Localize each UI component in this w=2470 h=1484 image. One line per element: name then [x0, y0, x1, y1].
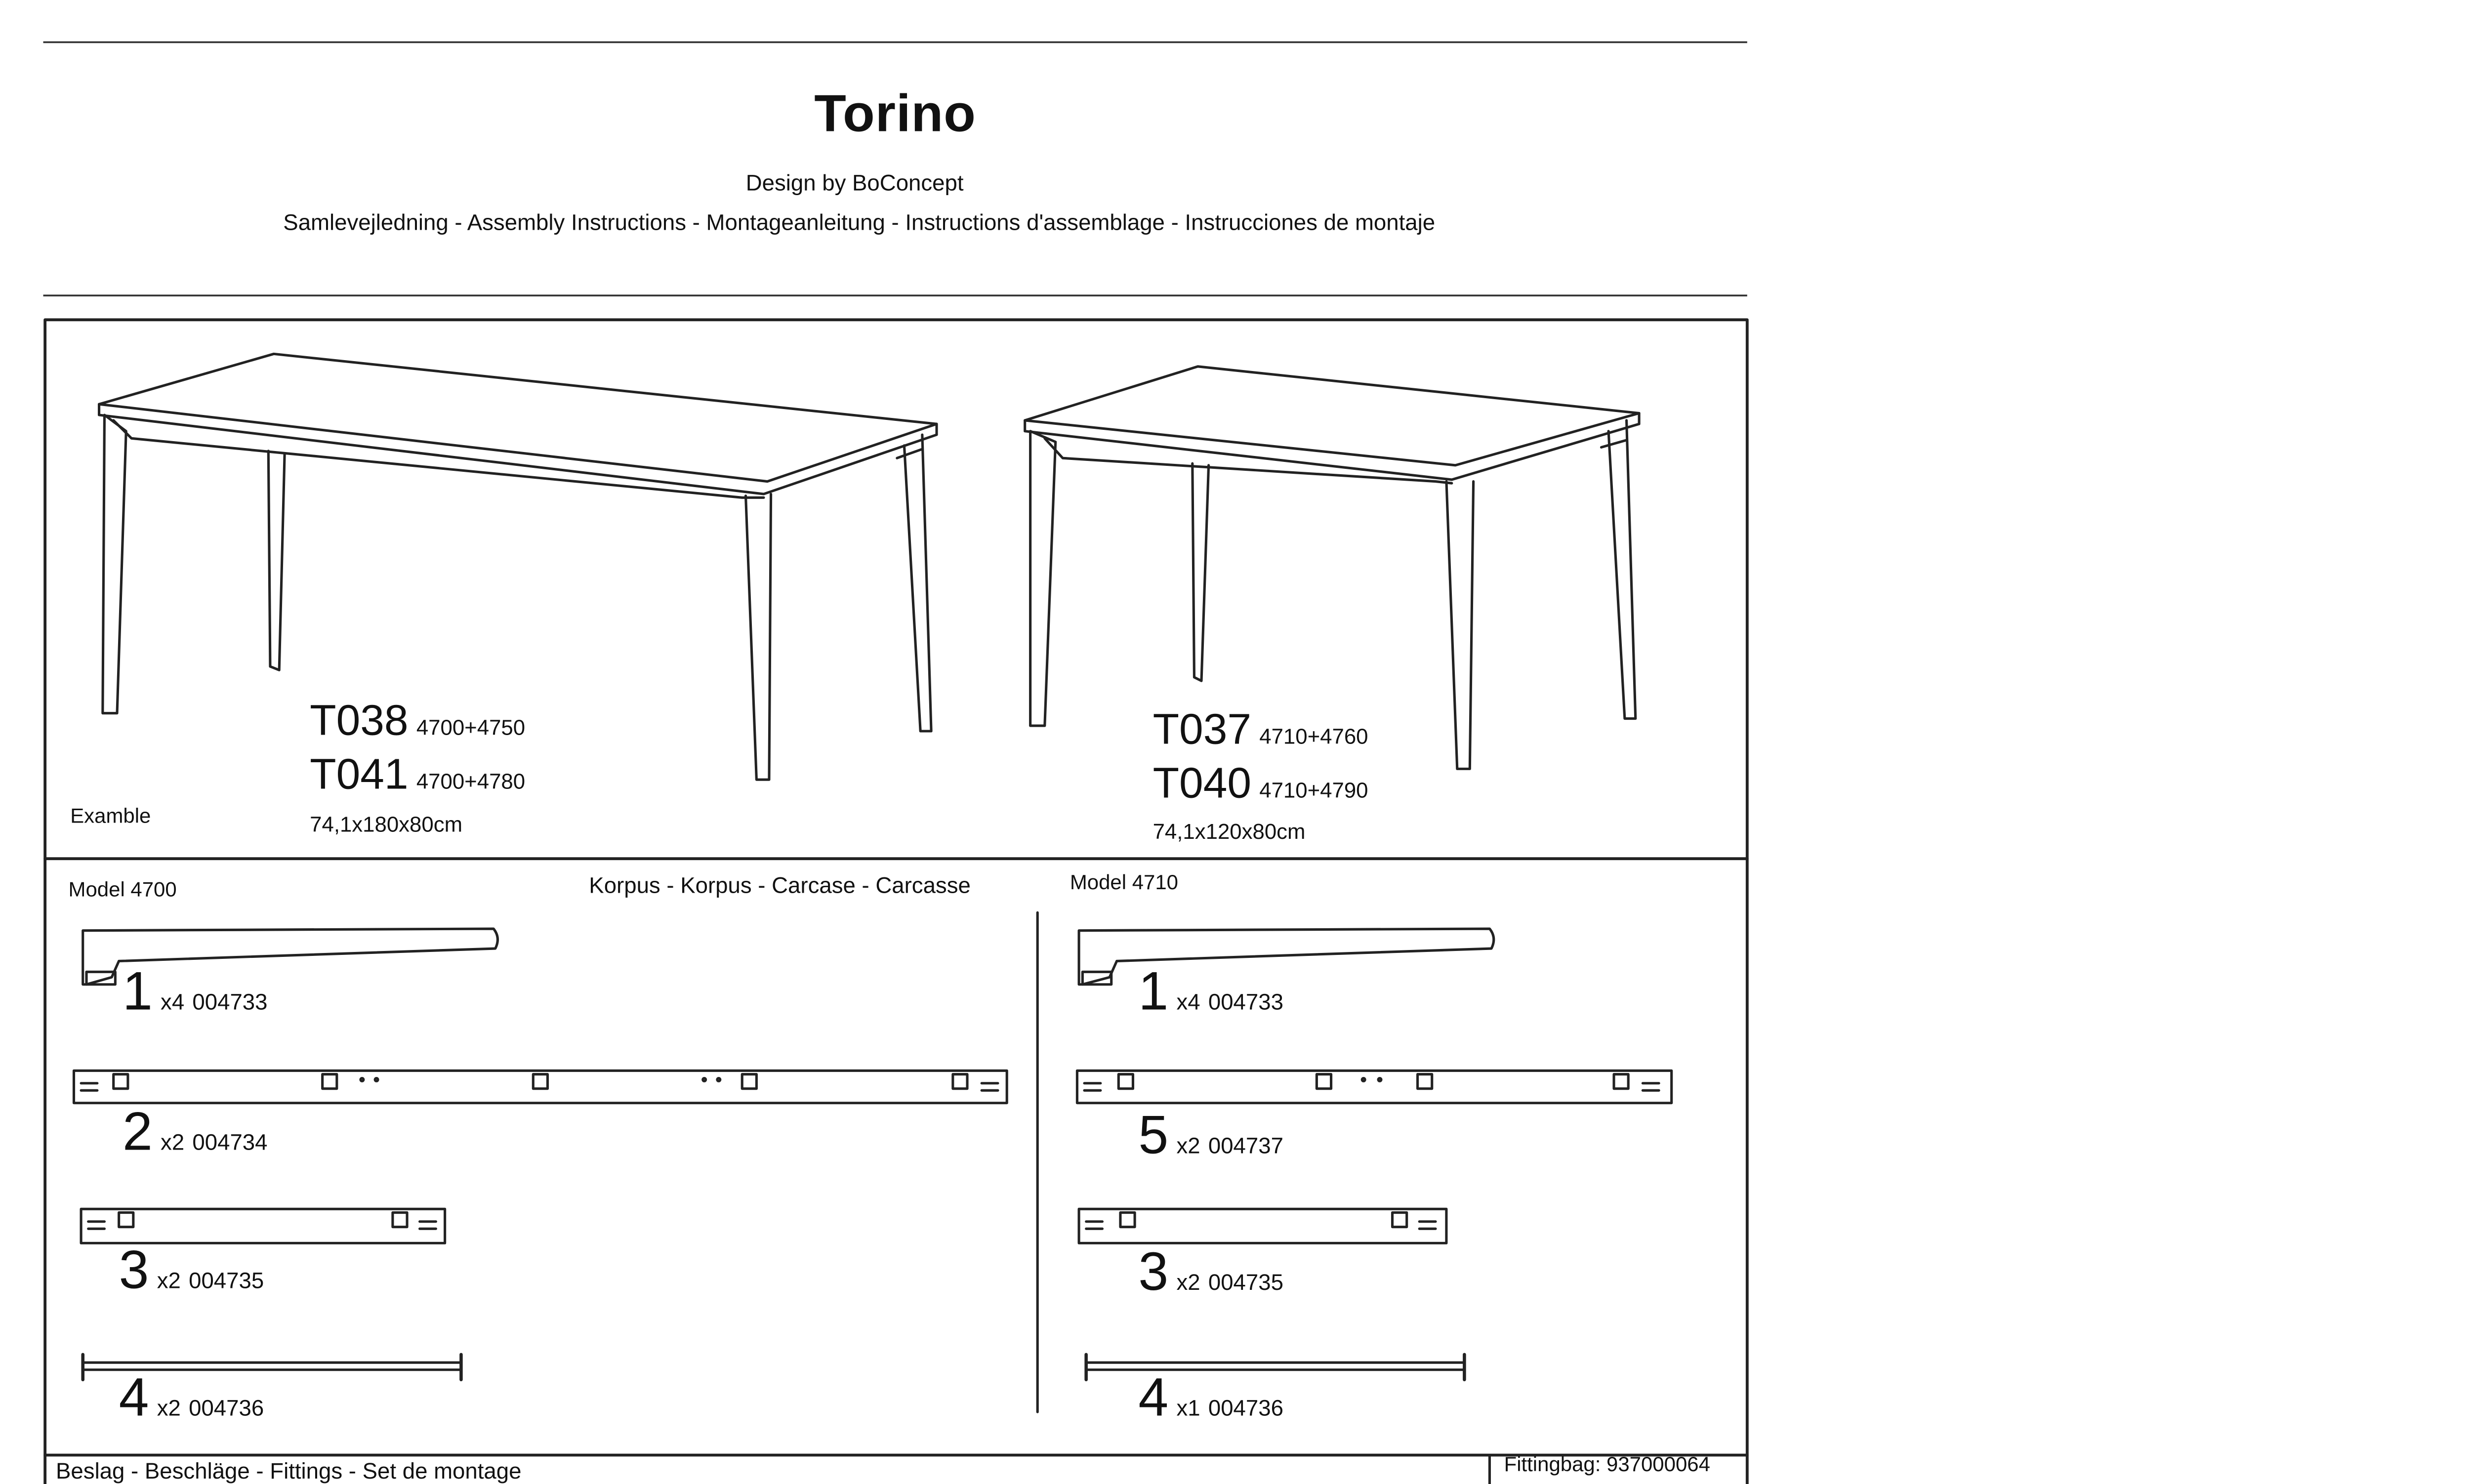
part-number: 5	[1138, 1107, 1169, 1166]
part-qty: x2	[157, 1268, 181, 1294]
large-table-dimensions: 74,1x180x80cm	[310, 812, 463, 837]
part-number: 1	[1138, 963, 1169, 1023]
part-code: 004736	[1208, 1396, 1283, 1421]
frame-border	[45, 320, 1747, 1484]
designer-credit: Design by BoConcept	[745, 170, 964, 196]
part-code: 004736	[189, 1396, 264, 1421]
model-row-t037	[1153, 706, 1368, 756]
module-codes: 4710+4760	[1259, 724, 1368, 749]
part-label	[1138, 1107, 1283, 1168]
part-code: 004733	[192, 989, 268, 1015]
part-label	[123, 1103, 268, 1164]
left-model-title: Model 4700	[68, 880, 177, 902]
part-5-drawing	[1077, 1071, 1671, 1103]
model-code: T040	[1153, 760, 1252, 809]
part-code: 004735	[1208, 1270, 1283, 1295]
part-code: 004733	[1208, 989, 1283, 1015]
part-number: 4	[1138, 1368, 1169, 1428]
model-row-t038	[310, 697, 525, 747]
model-row-t041	[310, 751, 525, 801]
part-code: 004737	[1208, 1133, 1283, 1159]
part-qty: x1	[1176, 1396, 1200, 1421]
model-code: T041	[310, 751, 409, 800]
part-qty: x2	[157, 1396, 181, 1421]
part-label	[123, 963, 268, 1024]
part-3-drawing-left	[81, 1209, 445, 1243]
part-qty: x2	[161, 1130, 185, 1155]
part-qty: x2	[1176, 1270, 1200, 1295]
part-code: 004734	[192, 1130, 268, 1155]
module-codes: 4700+4750	[416, 715, 526, 741]
model-row-t040	[1153, 760, 1368, 810]
part-code: 004735	[189, 1268, 264, 1294]
part-label	[119, 1369, 264, 1430]
part-label	[1138, 1369, 1283, 1430]
part-number: 1	[122, 963, 153, 1023]
part-label	[1138, 963, 1283, 1024]
right-model-title: Model 4710	[1070, 873, 1179, 895]
part-3-drawing-right	[1079, 1209, 1446, 1243]
part-qty: x2	[1176, 1133, 1200, 1159]
part-qty: x4	[1176, 989, 1200, 1015]
part-number: 2	[122, 1103, 153, 1162]
model-code: T038	[310, 697, 409, 746]
module-codes: 4710+4790	[1259, 778, 1368, 803]
fittingbag-number: Fittingbag: 937000064	[1504, 1455, 1710, 1477]
fittings-heading: Beslag - Beschläge - Fittings - Set de montage	[56, 1458, 522, 1484]
part-2-drawing	[74, 1071, 1007, 1103]
part-qty: x4	[161, 989, 185, 1015]
part-number: 3	[119, 1241, 149, 1301]
example-label: Examble	[70, 806, 151, 828]
model-code: T037	[1153, 706, 1252, 755]
carcass-heading: Korpus - Korpus - Carcase - Carcasse	[589, 873, 971, 899]
part-label	[119, 1241, 264, 1303]
small-table-dimensions: 74,1x120x80cm	[1153, 819, 1306, 845]
instructions-languages: Samlevejledning - Assembly Instructions - Montageanleitung - Instructions d'assemblage - Instrucciones de montaje	[283, 210, 1436, 236]
document-title: Torino	[814, 86, 976, 144]
part-label	[1138, 1243, 1283, 1304]
module-codes: 4700+4780	[416, 769, 526, 794]
part-number: 4	[119, 1368, 149, 1428]
part-number: 3	[1138, 1243, 1169, 1303]
